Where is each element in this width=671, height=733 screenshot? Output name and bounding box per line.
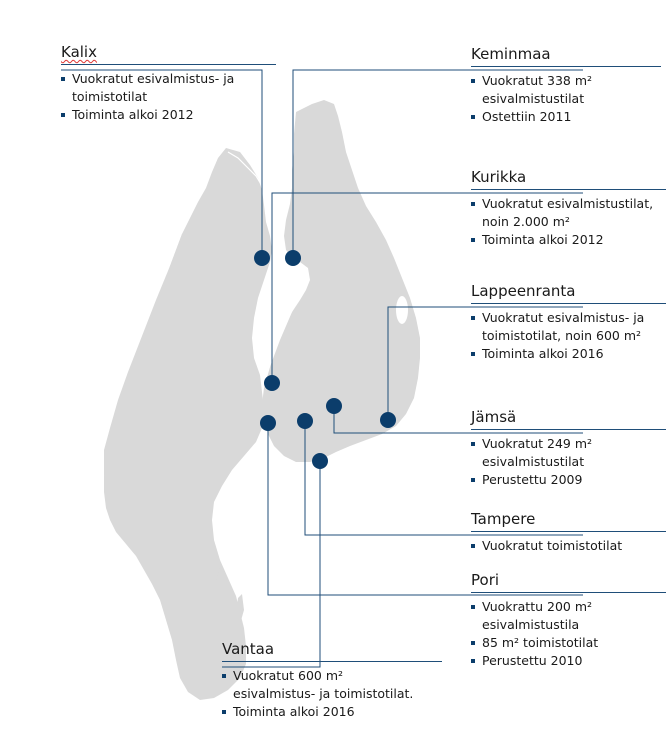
detail-item: Toiminta alkoi 2012	[471, 231, 666, 249]
city-name: Tampere	[471, 510, 666, 532]
city-name: Keminmaa	[471, 45, 661, 67]
detail-item: Vuokratut toimistotilat	[471, 537, 666, 555]
location-vantaa	[222, 640, 442, 721]
city-name: Jämsä	[471, 408, 666, 430]
marker-keminmaa[interactable]	[285, 250, 301, 266]
city-name: Vantaa	[222, 640, 442, 662]
location-details	[471, 598, 666, 670]
detail-item: Vuokratut esivalmistus- ja toimistotilat	[61, 70, 276, 106]
location-tampere	[471, 510, 666, 555]
location-lappeenranta	[471, 282, 666, 363]
city-name: Kalix	[61, 43, 276, 65]
location-details	[471, 309, 666, 363]
location-details	[471, 72, 661, 126]
detail-item: Vuokratut 249 m² esivalmistustilat	[471, 435, 666, 471]
marker-kurikka[interactable]	[264, 375, 280, 391]
detail-item: Perustettu 2009	[471, 471, 666, 489]
location-details	[61, 70, 276, 124]
marker-vantaa[interactable]	[312, 453, 328, 469]
marker-lappeenranta[interactable]	[380, 412, 396, 428]
city-name: Lappeenranta	[471, 282, 666, 304]
location-kurikka	[471, 168, 666, 249]
detail-item: Perustettu 2010	[471, 652, 666, 670]
detail-item: Vuokratut esivalmistus- ja toimistotilat, noin 600 m²	[471, 309, 666, 345]
detail-item: Toiminta alkoi 2016	[222, 703, 442, 721]
detail-item: Ostettiin 2011	[471, 108, 661, 126]
city-name: Pori	[471, 571, 666, 593]
marker-kalix[interactable]	[254, 250, 270, 266]
location-pori	[471, 571, 666, 670]
location-details	[471, 537, 666, 555]
location-details	[471, 195, 666, 249]
marker-jamsa[interactable]	[326, 398, 342, 414]
city-name: Kurikka	[471, 168, 666, 190]
marker-tampere[interactable]	[297, 413, 313, 429]
marker-pori[interactable]	[260, 415, 276, 431]
location-kalix	[61, 43, 276, 124]
location-details	[222, 667, 442, 721]
detail-item: Vuokratut 600 m² esivalmistus- ja toimistotilat.	[222, 667, 442, 703]
location-keminmaa	[471, 45, 661, 126]
scandinavia-landmass	[104, 148, 272, 700]
detail-item: Toiminta alkoi 2012	[61, 106, 276, 124]
detail-item: Vuokratut 338 m² esivalmistustilat	[471, 72, 661, 108]
detail-item: Toiminta alkoi 2016	[471, 345, 666, 363]
detail-item: Vuokrattu 200 m² esivalmistustila	[471, 598, 666, 634]
location-details	[471, 435, 666, 489]
detail-item: 85 m² toimistotilat	[471, 634, 666, 652]
location-jamsa	[471, 408, 666, 489]
detail-item: Vuokratut esivalmistustilat, noin 2.000 m²	[471, 195, 666, 231]
